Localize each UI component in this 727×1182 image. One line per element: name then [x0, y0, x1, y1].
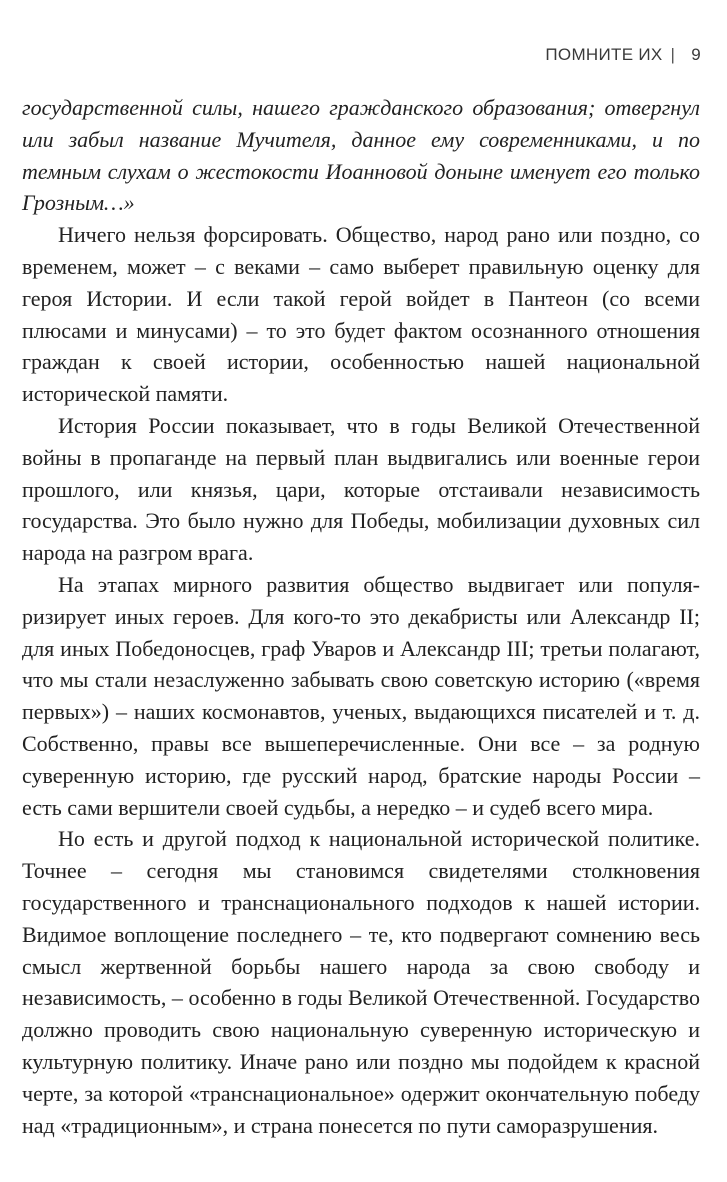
quote-tail: государственной силы, нашего гражданского образования; отвергнул или забыл название Мучителя, данное ему современниками, и по темным слухам о жестокости Иоанновой доныне именует его только Грозным…» [22, 95, 700, 216]
paragraph-1: Ничего нельзя форсировать. Общество, народ рано или поздно, со временем, может – с веками – само выберет правильную оценку для героя Истории. И если такой герой войдет в Пантеон (со всеми плюсами и минусами) – то это будет фактом осознанного отношения граждан к своей истории, особенностью нашей национальной исторической памяти. [22, 222, 700, 407]
running-title: ПОМНИТЕ ИХ [545, 45, 663, 64]
page-number: 9 [691, 45, 701, 64]
body-text [22, 92, 700, 1141]
header-separator: | [670, 45, 676, 64]
paragraph-2: История России показывает, что в годы Великой Отечественной войны в пропаганде на первый план выдвигались или военные герои прошлого, или князья, цари, которые отстаивали независимость государства. Это было нужно для Победы, мобилизации духовных сил народа на разгром врага. [22, 412, 700, 566]
paragraph-3: На этапах мирного развития общество выдвигает или популяризирует иных героев. Для кого-то это декабристы или Александр II; для иных Победоносцев, граф Уваров и Александр III; третьи полагают, что мы стали незаслуженно забывать свою советскую историю («время первых») – наших космонавтов, ученых, выдающихся писателей и т. д. Собственно, правы все вышеперечисленные. Они все – за родную суверенную историю, где русский народ, братские народы России – есть сами вершители своей судьбы, а нередко – и судеб всего мира. [22, 571, 700, 820]
running-header [545, 45, 701, 65]
paragraph-4: Но есть и другой подход к национальной исторической политике. Точнее – сегодня мы становимся свидетелями столкновения государственного и транснационального подходов к нашей истории. Видимое воплощение последнего – те, кто подвергают сомнению весь смысл жертвенной борьбы нашего народа за свою свободу и независимость, – особенно в годы Великой Отечественной. Государство должно проводить свою национальную суверенную историческую и культурную политику. Иначе рано или поздно мы подойдем к красной черте, за которой «транснациональное» одержит окончательную победу над «традиционным», и страна понесется по пути саморазрушения. [22, 826, 700, 1138]
